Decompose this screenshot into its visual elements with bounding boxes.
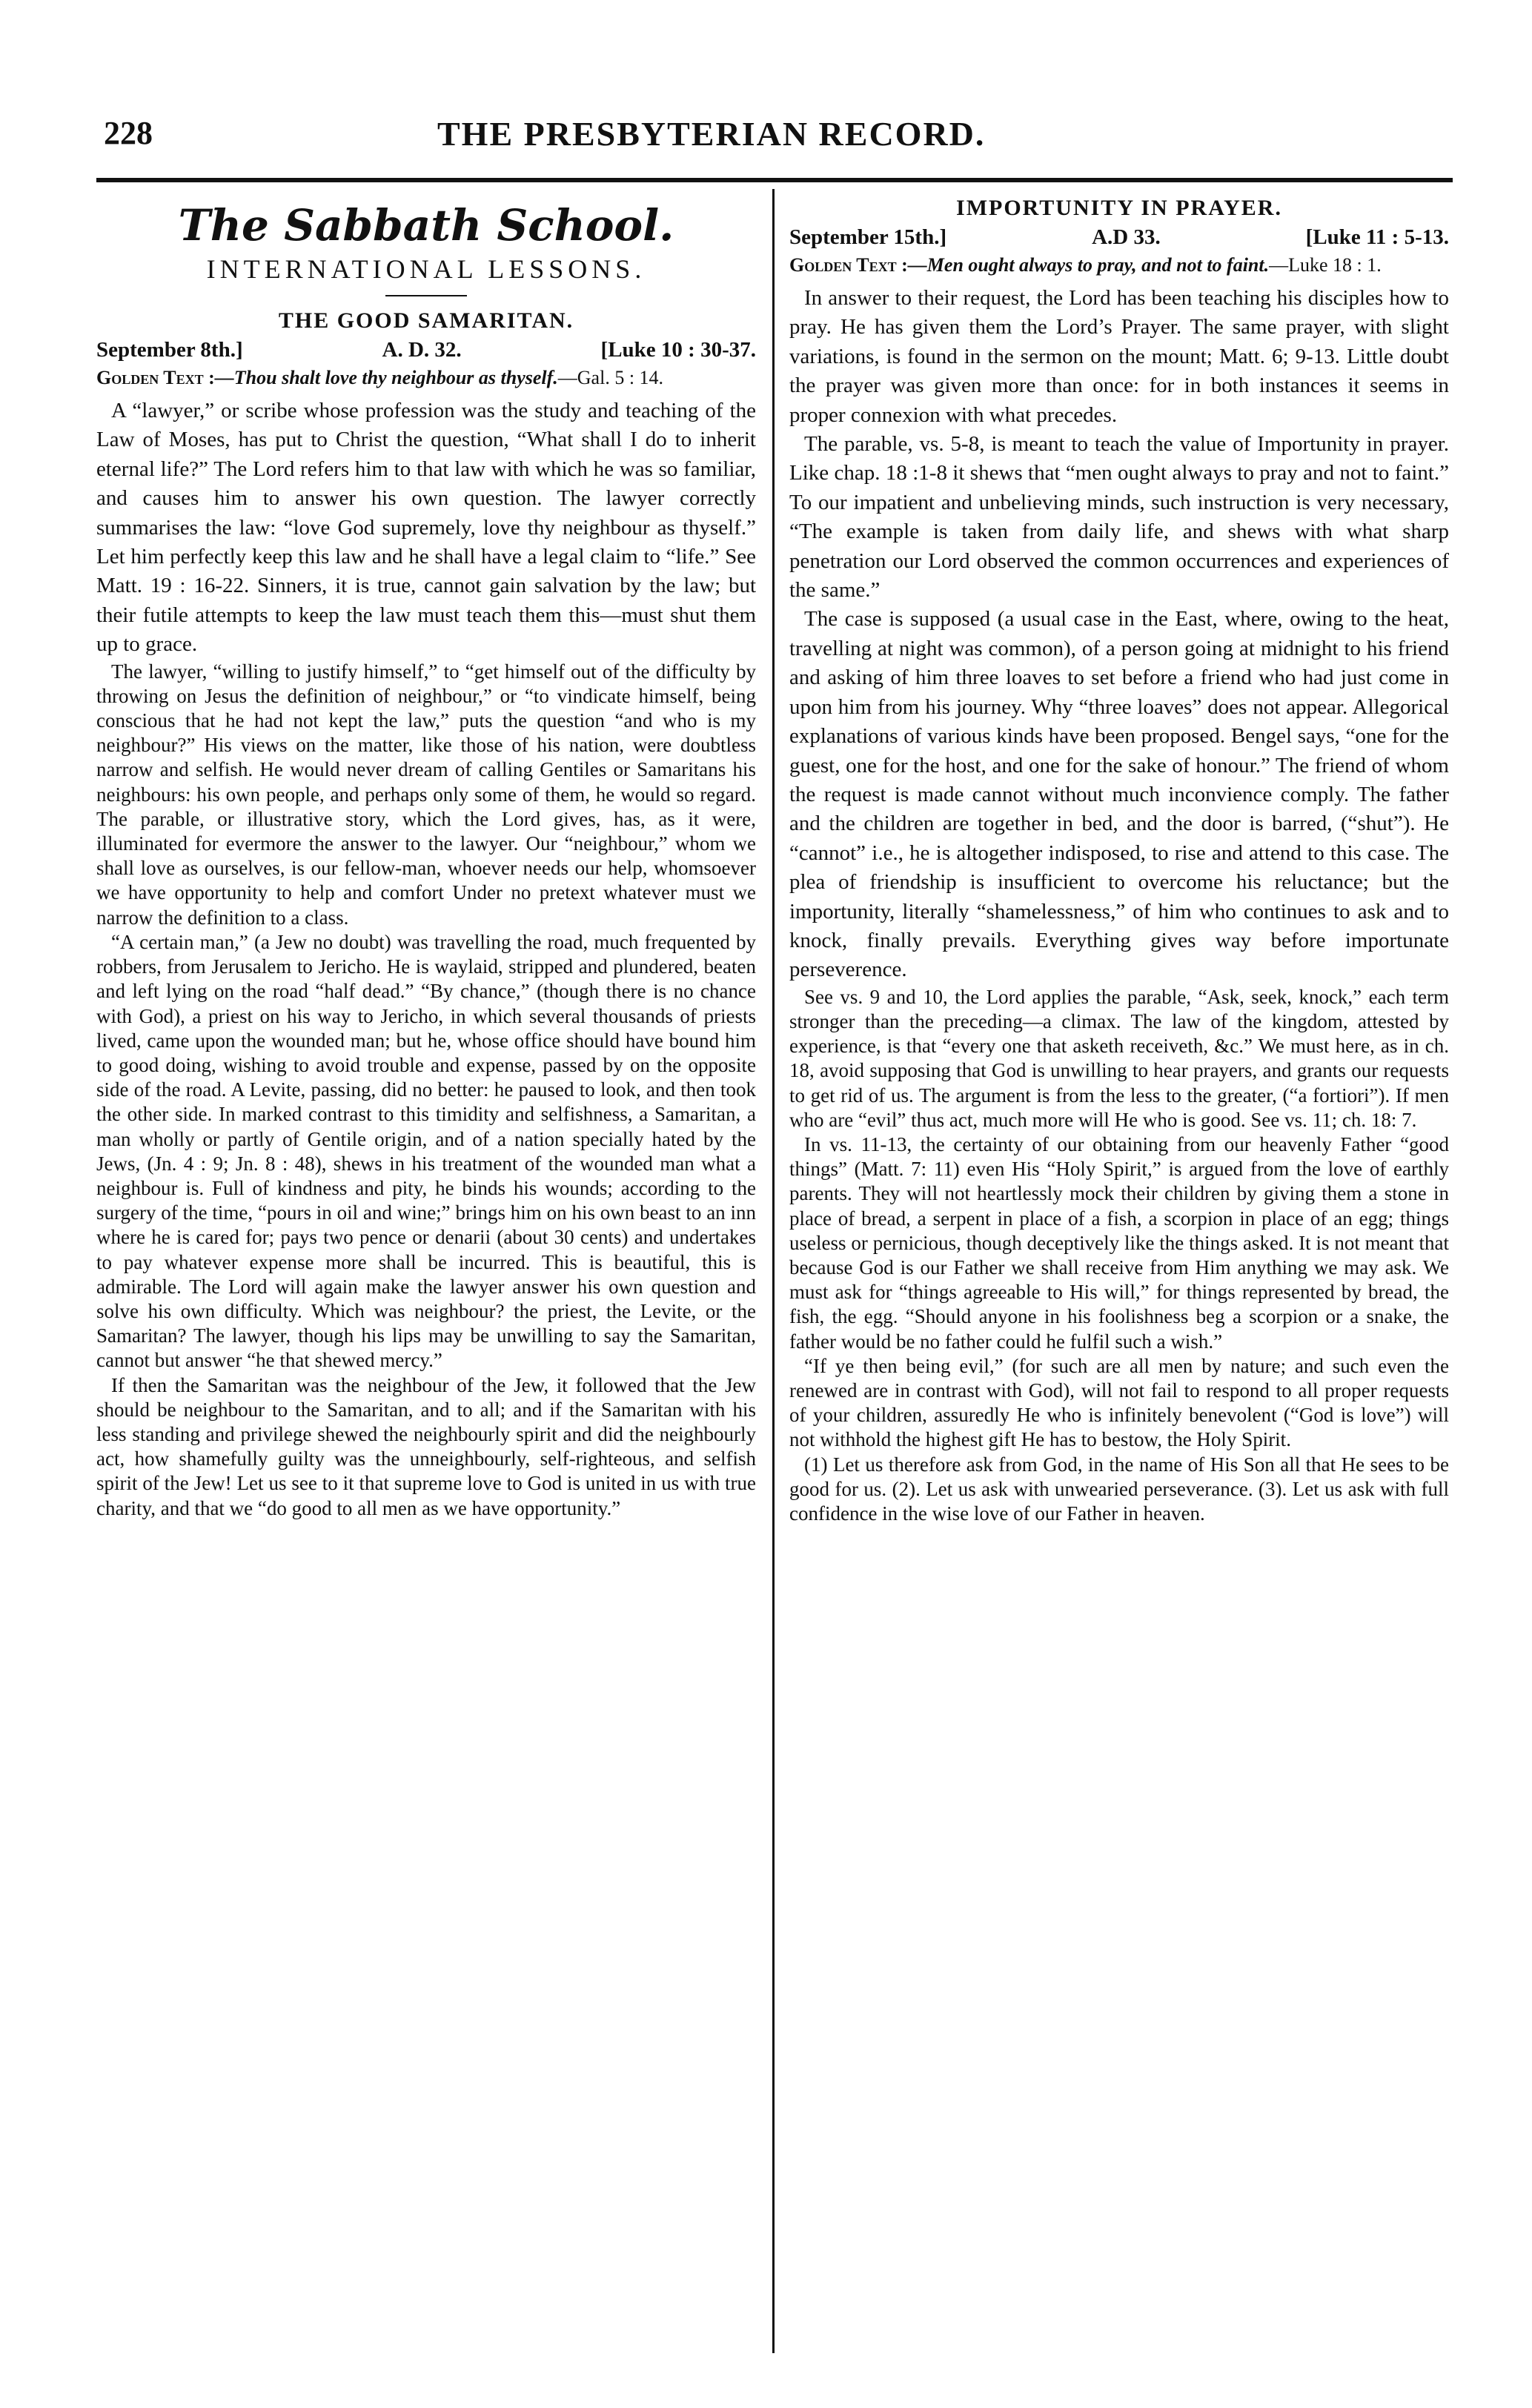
page-number: 228 (104, 115, 153, 151)
golden-text-label: Golden Text : (789, 254, 908, 276)
golden-text-reference: —Luke 18 : 1. (1269, 254, 1382, 276)
golden-text-quote: —Men ought always to pray, and not to faint. (907, 254, 1270, 276)
paragraph: The case is supposed (a usual case in the East, where, owing to the heat, travelling at night was common), of a person going at midnight to his friend and asking of him three loaves to set before a friend who had just come in upon him from his journey. Why “three loaves” does not appear. Allegorical explanations of various kinds have been proposed. Bengel says, “one for the guest, one for the host, and one for the sake of honour.” The friend of whom the request is made cannot without much inconvience comply. The father and the children are together in bed, and the door is barred, (“shut”). He “cannot” i.e., he is altogether indisposed, to rise and attend to this case. The plea of friendship is insufficient to overcome his reluctance; but the importunity, literally “shamelessness,” of him who continues to ask and to knock, finally prevails. Everything gives way before importunate perseverence. (789, 607, 1449, 982)
lesson-date: September 15th.] (789, 225, 947, 249)
paragraph: (1) Let us therefore ask from God, in the name of His Son all that He sees to be good for us. (2). Let us ask with unwearied perseverance. (3). Let us ask with full confidence in the wise love of our Father in heaven. (789, 1453, 1449, 1525)
journal-title: THE PRESBYTERIAN RECORD. (437, 115, 986, 153)
department-subtitle: INTERNATIONAL LESSONS. (206, 254, 646, 284)
lesson-title: THE GOOD SAMARITAN. (278, 308, 574, 333)
lesson-reference: [Luke 10 : 30-37. (600, 338, 756, 362)
paragraph: A “lawyer,” or scribe whose profession was the study and teaching of the Law of Moses, has put to Christ the question, “What shall I do to inherit eternal life?” The Lord refers him to that law with which he was so familiar, and causes him to answer his own question. The lawyer correctly summarises the law: “love God supremely, love thy neighbour as thyself.” Let him perfectly keep this law and he shall have a legal claim to “life.” See Matt. 19 : 16-22. Sinners, it is true, cannot gain salvation by the law; but their futile attempts to keep the law must teach them this—must shut them up to grace. (96, 399, 756, 657)
lesson-meta (96, 338, 756, 362)
golden-text-label: Golden Text : (96, 367, 215, 388)
lesson-date: September 8th.] (96, 338, 243, 362)
paragraph: The lawyer, “willing to justify himself,” to “get himself out of the difficulty by throwing on Jesus the definition of neighbour,” or “to vindicate himself, being conscious that he had not kept the law,” puts the question “and who is my neighbour?” His views on the matter, like those of his nation, were doubtless narrow and selfish. He would never dream of calling Gentiles or Samaritans his neighbours: his own people, and perhaps only some of them, he would so regard. The parable, or illustrative story, which the Lord gives, has, as it were, illuminated for evermore the answer to the lawyer. Our “neighbour,” whom we shall love as ourselves, is our fellow-man, whoever needs our help, whomsoever we have opportunity to help and comfort Under no pretext whatever must we narrow the definition to a class. (96, 660, 756, 929)
left-column (96, 193, 756, 1521)
department-title: The Sabbath School. (178, 200, 674, 251)
golden-text (96, 367, 756, 389)
right-column (789, 193, 1449, 1526)
paragraph: The parable, vs. 5-8, is meant to teach the value of Importunity in prayer. Like chap. 18 :1-8 it shews that “men ought always to pray and not to faint.” To our impatient and unbelieving minds, such instruction is very necessary, “The example is taken from daily life, and shews with what sharp penetration our Lord observed the common occurrences and experiences of the same.” (789, 432, 1449, 603)
golden-text-reference: —Gal. 5 : 14. (557, 367, 664, 388)
page (96, 104, 1453, 2357)
paragraph: “A certain man,” (a Jew no doubt) was travelling the road, much frequented by robbers, from Jerusalem to Jericho. He is waylaid, stripped and plundered, beaten and left lying on the road “half dead.” “By chance,” (though there is no chance with God), a priest on his way to Jericho, in which several thousands of priests lived, came upon the wounded man; but he, whose office should have bound him to good doing, wishing to avoid trouble and expense, passed by on the opposite side of the road. A Levite, passing, did no better: he paused to look, and then took the other side. In marked contrast to this timidity and selfishness, a Samaritan, a man wholly or partly of Gentile origin, and of a nation specially hated by the Jews, (Jn. 4 : 9; Jn. 8 : 48), shews in his treatment of the wounded man what a neighbour is. Full of kindness and pity, he binds his wounds; according to the surgery of the time, “pours in oil and wine;” brings him on his own beast to an inn where he is cared for; pays two pence or denarii (about 30 cents) and undertakes to pay whatever expense more shall be incurred. This is beautiful, this is admirable. The Lord will again make the lawyer answer his own question and solve his own difficulty. Which was neighbour? the priest, the Levite, or the Samaritan? The lawyer, though his lips may be unwilling to say the Samaritan, cannot but answer “he that shewed mercy.” (96, 930, 756, 1372)
section-rule (385, 295, 467, 296)
paragraph: If then the Samaritan was the neighbour of the Jew, it followed that the Jew should be neighbour to the Samaritan, and to all; and if the Samaritan with his less standing and privilege shewed the neighbourly spirit and did the neighbourly act, how shamefully guilty was the unneighbourly, self-righteous, and selfish spirit of the Jew! Let us see to it that supreme love to God is united in us with true charity, and that we “do good to all men as we have opportunity.” (96, 1373, 756, 1519)
lesson-year: A. D. 32. (382, 338, 462, 362)
lesson-meta (789, 225, 1449, 250)
paragraph: In vs. 11-13, the certainty of our obtaining from our heavenly Father “good things” (Matt. 7: 11) even His “Holy Spirit,” is argued from the love of earthly parents. They will not heartlessly mock their children by giving them a stone in place of bread, a serpent in place of a fish, a scorpion in place of an egg; things useless or pernicious, though deceptively like the things asked. It is not meant that because God is our Father we shall receive from Him anything we may ask. We must ask for “things agreeable to His will,” for things represented by bread, the fish, the egg. “Should anyone in his foolishness beg a scorpion or a snake, the father would be no father could he fulfil such a wish.” (789, 1132, 1449, 1353)
lesson-title: IMPORTUNITY IN PRAYER. (956, 196, 1282, 220)
paragraph: See vs. 9 and 10, the Lord applies the parable, “Ask, seek, knock,” each term stronger than the preceding—a climax. The law of the kingdom, attested by experience, is that “every one that asketh receiveth, &c.” We must here, as in ch. 18, avoid supposing that God is unwilling to hear prayers, and grants our requests to get rid of us. The argument is from the less to the greater, (“a fortiori”). If men who are “evil” thus act, much more will He who is good. See vs. 11; ch. 18: 7. (789, 985, 1449, 1131)
header-rule (96, 178, 1453, 182)
lesson-year: A.D 33. (1092, 225, 1161, 249)
column-divider (772, 189, 775, 2353)
golden-text (789, 254, 1449, 276)
running-header (96, 104, 1453, 170)
golden-text-quote: —Thou shalt love thy neighbour as thyself. (214, 367, 558, 388)
paragraph: In answer to their request, the Lord has been teaching his disciples how to pray. He has given them the Lord’s Prayer. The same prayer, with slight variations, is found in the sermon on the mount; Matt. 6; 9-13. Little doubt the prayer was given more than once: for in both instances it seems in proper connexion with what precedes. (789, 286, 1449, 427)
lesson-reference: [Luke 11 : 5-13. (1305, 225, 1449, 249)
paragraph: “If ye then being evil,” (for such are all men by nature; and such even the renewed are in contrast with God), will not fail to respond to all proper requests of your children, assuredly He who is infinitely benevolent (“God is love”) will not withhold the highest gift He has to bestow, the Holy Spirit. (789, 1354, 1449, 1451)
